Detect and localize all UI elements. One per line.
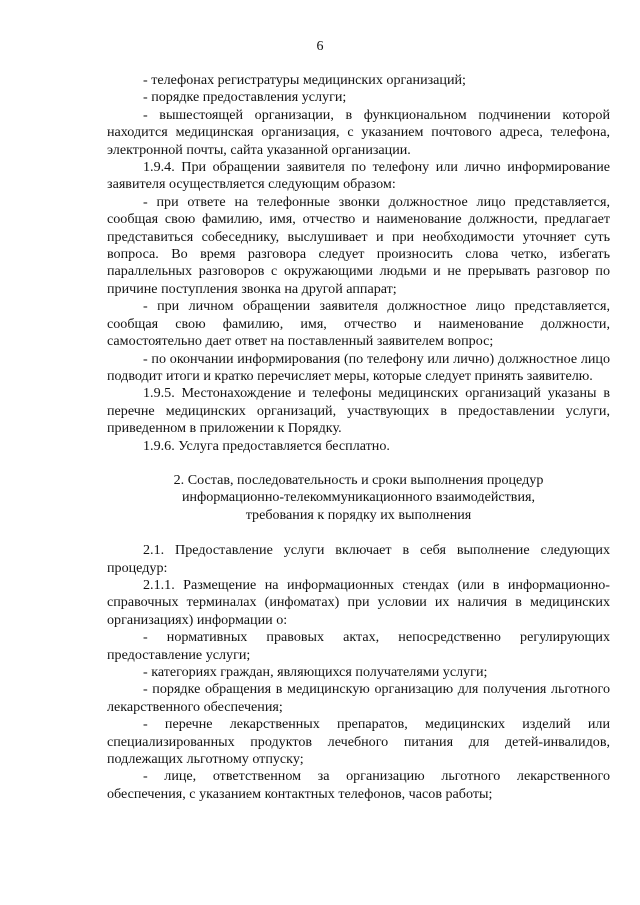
paragraph: - при ответе на телефонные звонки должностное лицо представляется, сообщая свою фамилию, имя, отчество и наименование должности, предлагает представиться собеседнику, выслушивает и при необходимости уточняет суть вопроса. Во время разговора следует произносить слова четко, избегать параллельных разговоров с окружающими людьми и не прерывать разговор по причине поступления звонка на другой аппарат; [107,193,610,297]
paragraph: - порядке предоставления услуги; [143,89,347,106]
section-heading [107,472,610,524]
paragraph: - телефонах регистратуры медицинских организаций; [143,72,466,88]
heading-line: информационно-телекоммуникационного взаимодействия, [181,489,536,506]
heading-line: требования к порядку их выполнения [245,506,472,523]
paragraph: 2.1.1. Размещение на информационных стендах (или в информационно-справочных терминалах (инфоматах) при условии их наличия в медицинских организациях) информации о: [107,576,610,628]
paragraph: 1.9.4. При обращении заявителя по телефону или лично информирование заявителя осуществляется следующим образом: [107,159,610,193]
paragraph: - по окончании информирования (по телефону или лично) должностное лицо подводит итоги и кратко перечисляет меры, которые следует принять заявителю. [107,350,610,384]
paragraph: 1.9.5. Местонахождение и телефоны медицинских организаций указаны в перечне медицинских организаций, участвующих в предоставлении услуги, приведенном в приложении к Порядку. [107,385,610,437]
paragraph: - нормативных правовых актах, непосредственно регулирующих предоставление услуги; [107,629,610,663]
paragraph: 2.1. Предоставление услуги включает в себя выполнение следующих процедур: [107,542,610,576]
document-body [107,72,610,803]
paragraph: - вышестоящей организации, в функциональном подчинении которой находится медицинская организация, с указанием почтового адреса, телефона, электронной почты, сайта указанной организации. [107,106,610,158]
paragraph: - лице, ответственном за организацию льготного лекарственного обеспечения, с указанием контактных телефонов, часов работы; [107,768,610,802]
paragraph: - порядке обращения в медицинскую организацию для получения льготного лекарственного обеспечения; [107,681,610,715]
paragraph: - перечне лекарственных препаратов, медицинских изделий или специализированных продуктов лечебного питания для детей-инвалидов, подлежащих льготному отпуску; [107,716,610,768]
paragraph: - при личном обращении заявителя должностное лицо представляется, сообщая свою фамилию, имя, отчество и наименование должности, самостоятельно дает ответ на поставленный заявителем вопрос; [107,298,610,350]
paragraph: - категориях граждан, являющихся получателями услуги; [143,664,488,680]
heading-line: 2. Состав, последовательность и сроки выполнения процедур [173,471,544,488]
page-number: 6 [316,39,324,54]
paragraph: 1.9.6. Услуга предоставляется бесплатно. [143,437,390,454]
